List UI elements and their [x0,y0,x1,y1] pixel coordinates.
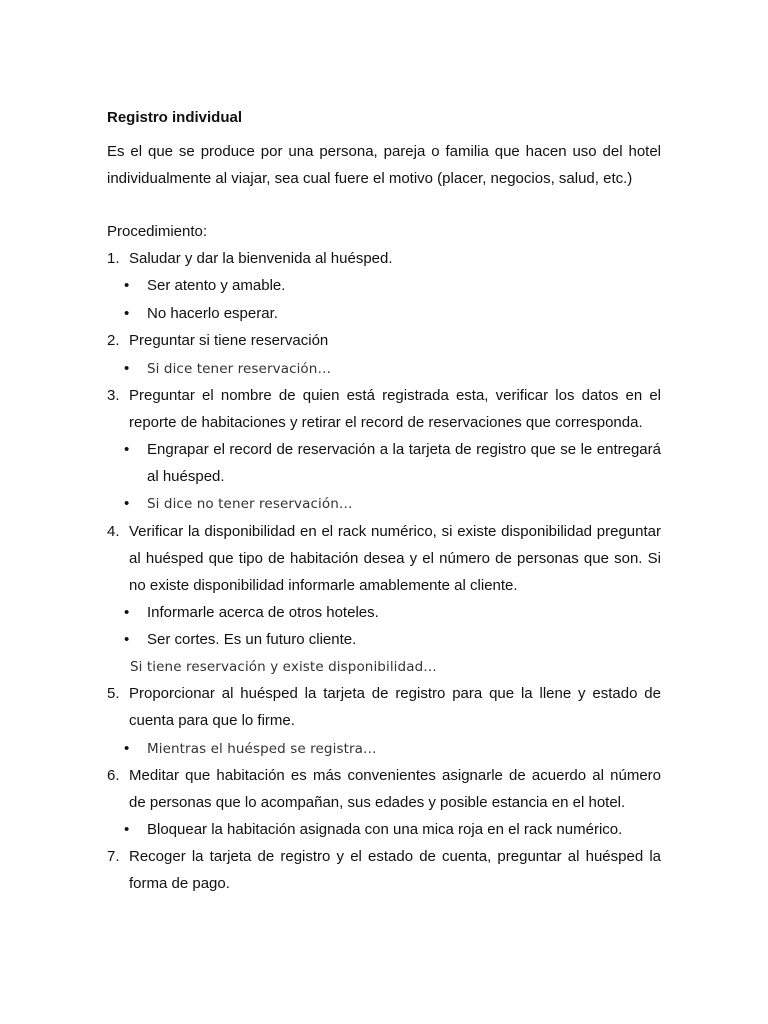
procedure-heading: Procedimiento: [107,223,208,240]
step-1-line-1: Saludar y dar la bienvenida al huésped. [129,250,393,267]
intro-line-1: Es el que se produce por una persona, pareja o familia que hacen uso del hotel [107,143,661,160]
step-3-line-1: Preguntar el nombre de quien está registrada esta, verificar los datos en el [129,387,661,404]
step-number: 3. [107,387,120,404]
step-4-line-3: no existe disponibilidad informarle amablemente al cliente. [129,577,518,594]
step-1-bullet-2: No hacerlo esperar. [147,305,278,322]
step-6-line-1: Meditar que habitación es más convenientes asignarle de acuerdo al número [129,767,661,784]
step-6-bullet-1: Bloquear la habitación asignada con una mica roja en el rack numérico. [147,821,623,838]
intro-line-2: individualmente al viajar, sea cual fuere el motivo (placer, negocios, salud, etc.) [107,170,633,187]
step-4-line-1: Verificar la disponibilidad en el rack numérico, si existe disponibilidad preguntar [129,523,661,540]
step-number: 5. [107,685,120,702]
step-4-bullet-2: Ser cortes. Es un futuro cliente. [147,631,357,648]
bullet-icon: • [124,604,130,621]
step-6-line-2: de personas que lo acompañan, sus edades y posible estancia en el hotel. [129,794,626,811]
bullet-icon: • [124,821,130,838]
step-5-line-2: cuenta para que lo firme. [129,712,295,729]
bullet-icon: • [124,631,130,648]
step-2-line-1: Preguntar si tiene reservación [129,332,329,349]
step-7-line-1: Recoger la tarjeta de registro y el estado de cuenta, preguntar al huésped la [129,848,661,865]
step-3-bullet-2: Si dice no tener reservación… [147,496,353,512]
bullet-icon: • [124,740,130,757]
step-2-bullet-1: Si dice tener reservación… [147,361,332,377]
bullet-icon: • [124,441,130,458]
step-7-line-2: forma de pago. [129,875,230,892]
bullet-icon: • [124,305,130,322]
bullet-icon: • [124,495,130,512]
step-5-line-1: Proporcionar al huésped la tarjeta de registro para que la llene y estado de [129,685,661,702]
step-4-line-2: al huésped que tipo de habitación desea y el número de personas que son. Si [129,550,661,567]
bullet-icon: • [124,277,130,294]
step-3-bullet-1-line-2: al huésped. [147,468,225,485]
step-3-bullet-1-line-1: Engrapar el record de reservación a la tarjeta de registro que se le entregará [147,441,661,458]
step-number: 1. [107,250,120,267]
step-number: 7. [107,848,120,865]
document-title: Registro individual [107,109,243,126]
step-number: 2. [107,332,120,349]
step-number: 4. [107,523,120,540]
step-3-line-2: reporte de habitaciones y retirar el record de reservaciones que corresponda. [129,414,643,431]
step-4-bullet-1: Informarle acerca de otros hoteles. [147,604,379,621]
step-4-note: Si tiene reservación y existe disponibilidad… [130,659,437,675]
step-1-bullet-1: Ser atento y amable. [147,277,286,294]
step-5-bullet-1: Mientras el huésped se registra… [147,741,377,757]
bullet-icon: • [124,360,130,377]
step-number: 6. [107,767,120,784]
